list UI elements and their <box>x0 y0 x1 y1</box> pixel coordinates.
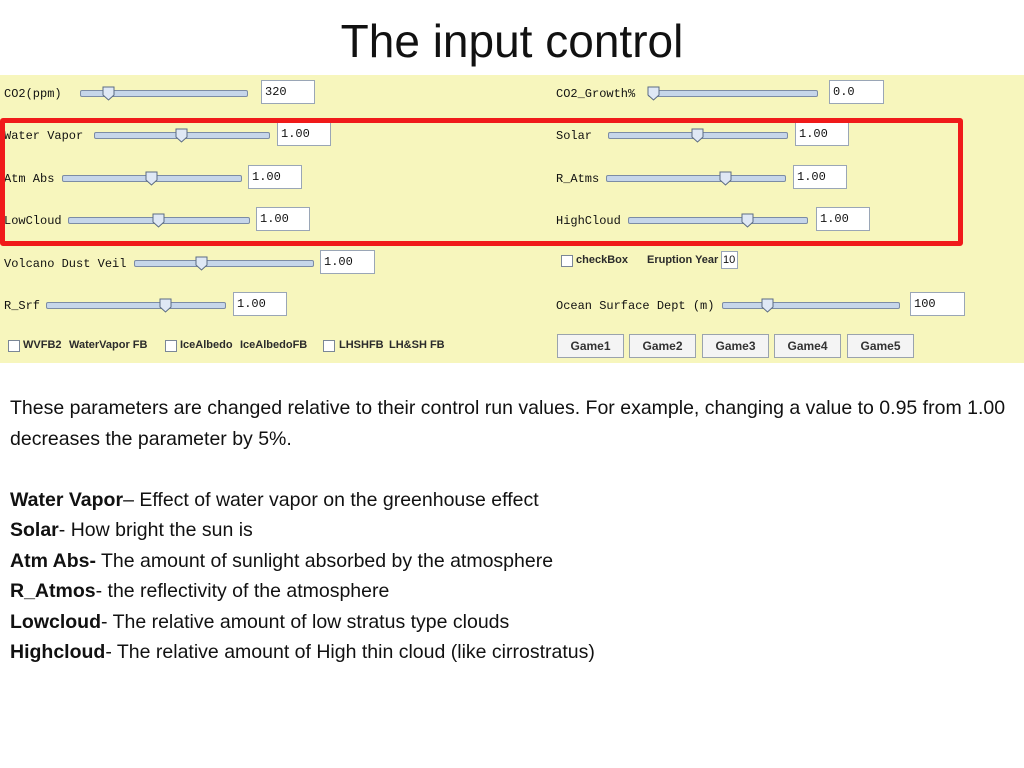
slider-thumb-icon[interactable] <box>102 86 115 101</box>
r-srf-field[interactable]: 1.00 <box>233 292 287 316</box>
highcloud-label: HighCloud <box>556 214 621 228</box>
eruption-year-field[interactable]: 10 <box>721 251 738 269</box>
volcano-dust-veil-field[interactable]: 1.00 <box>320 250 375 274</box>
game5-button[interactable]: Game5 <box>847 334 914 358</box>
definition: How bright the sun is <box>65 519 253 541</box>
highlight-box <box>0 118 963 246</box>
parameter-description <box>10 393 1010 668</box>
checkbox-label: checkBox <box>576 254 628 266</box>
r-srf-label: R_Srf <box>4 299 41 313</box>
r-atms-label: R_Atms <box>556 172 600 186</box>
ocean-surface-depth-label: Ocean Surface Dept (m) <box>556 299 715 313</box>
slider-thumb-icon[interactable] <box>195 256 208 271</box>
game3-button[interactable]: Game3 <box>702 334 769 358</box>
atm-abs-label: Atm Abs <box>4 172 55 186</box>
definition-atm-abs <box>10 546 1010 577</box>
definition-highcloud <box>10 637 1010 668</box>
term: R_Atmos <box>10 580 96 602</box>
definition-solar <box>10 515 1010 546</box>
r-srf-slider[interactable] <box>46 298 226 312</box>
slider-thumb-icon[interactable] <box>159 298 172 313</box>
definition: The relative amount of High thin cloud (like cirrostratus) <box>111 641 595 663</box>
wvfb2-label: WVFB2 <box>23 339 62 351</box>
separator: - <box>105 641 112 663</box>
water-vapor-label: Water Vapor <box>4 129 84 143</box>
definition-r-atmos <box>10 576 1010 607</box>
co2-growth-slider[interactable] <box>648 86 818 100</box>
term: Atm Abs- <box>10 549 96 572</box>
eruption-year-label: Eruption Year <box>647 254 719 266</box>
lowcloud-label: LowCloud <box>4 214 62 228</box>
solar-label: Solar <box>556 129 593 143</box>
term: Solar <box>10 519 59 541</box>
definition: Effect of water vapor on the greenhouse effect <box>133 488 539 511</box>
game2-button[interactable]: Game2 <box>629 334 696 358</box>
ocean-surface-depth-slider[interactable] <box>722 298 900 312</box>
co2-growth-field[interactable]: 0.0 <box>829 80 884 104</box>
wvfb2-checkbox[interactable] <box>8 340 20 352</box>
ocean-surface-depth-field[interactable]: 100 <box>910 292 965 316</box>
game1-button[interactable]: Game1 <box>557 334 624 358</box>
term: Lowcloud <box>10 610 101 633</box>
icealbedo-fb-label: IceAlbedoFB <box>240 339 308 351</box>
lhshfb-checkbox[interactable] <box>323 340 335 352</box>
term: Highcloud <box>10 641 106 663</box>
checkbox[interactable] <box>561 255 573 267</box>
icealbedo-label: IceAlbedo <box>180 339 233 351</box>
definition: the reflectivity of the atmosphere <box>102 580 390 602</box>
slider-thumb-icon[interactable] <box>647 86 660 101</box>
co2-slider[interactable] <box>80 86 248 100</box>
atm-abs-field[interactable]: 1.00 <box>248 165 302 189</box>
definition: The relative amount of low stratus type clouds <box>107 610 510 633</box>
r-atms-field[interactable]: 1.00 <box>793 165 847 189</box>
volcano-dust-veil-label: Volcano Dust Veil <box>4 257 127 271</box>
watervapor-fb-label: WaterVapor FB <box>69 339 148 351</box>
volcano-dust-veil-slider[interactable] <box>134 256 314 270</box>
intro-text: These parameters are changed relative to their control run values. For example, changing a value to 0.95 from 1.00 decreases the parameter by 5%. <box>10 397 1006 450</box>
lowcloud-field[interactable]: 1.00 <box>256 207 310 231</box>
definition-lowcloud <box>10 607 1010 638</box>
solar-field[interactable]: 1.00 <box>795 122 849 146</box>
term: Water Vapor <box>10 488 124 511</box>
co2-growth-label: CO2_Growth% <box>556 87 636 101</box>
definition-water-vapor <box>10 485 1010 516</box>
separator: - <box>101 610 108 633</box>
water-vapor-field[interactable]: 1.00 <box>277 122 331 146</box>
slider-thumb-icon[interactable] <box>761 298 774 313</box>
co2-field[interactable]: 320 <box>261 80 315 104</box>
separator: - <box>58 519 66 541</box>
icealbedo-checkbox[interactable] <box>165 340 177 352</box>
co2-label: CO2(ppm) <box>4 87 62 101</box>
highcloud-field[interactable]: 1.00 <box>816 207 870 231</box>
game4-button[interactable]: Game4 <box>774 334 841 358</box>
slide-title: The input control <box>340 15 684 67</box>
separator: – <box>123 488 134 511</box>
separator: - <box>95 580 103 602</box>
lh-sh-fb-label: LH&SH FB <box>389 339 445 351</box>
definition: The amount of sunlight absorbed by the atmosphere <box>95 549 554 572</box>
lhshfb-label: LHSHFB <box>339 339 384 351</box>
